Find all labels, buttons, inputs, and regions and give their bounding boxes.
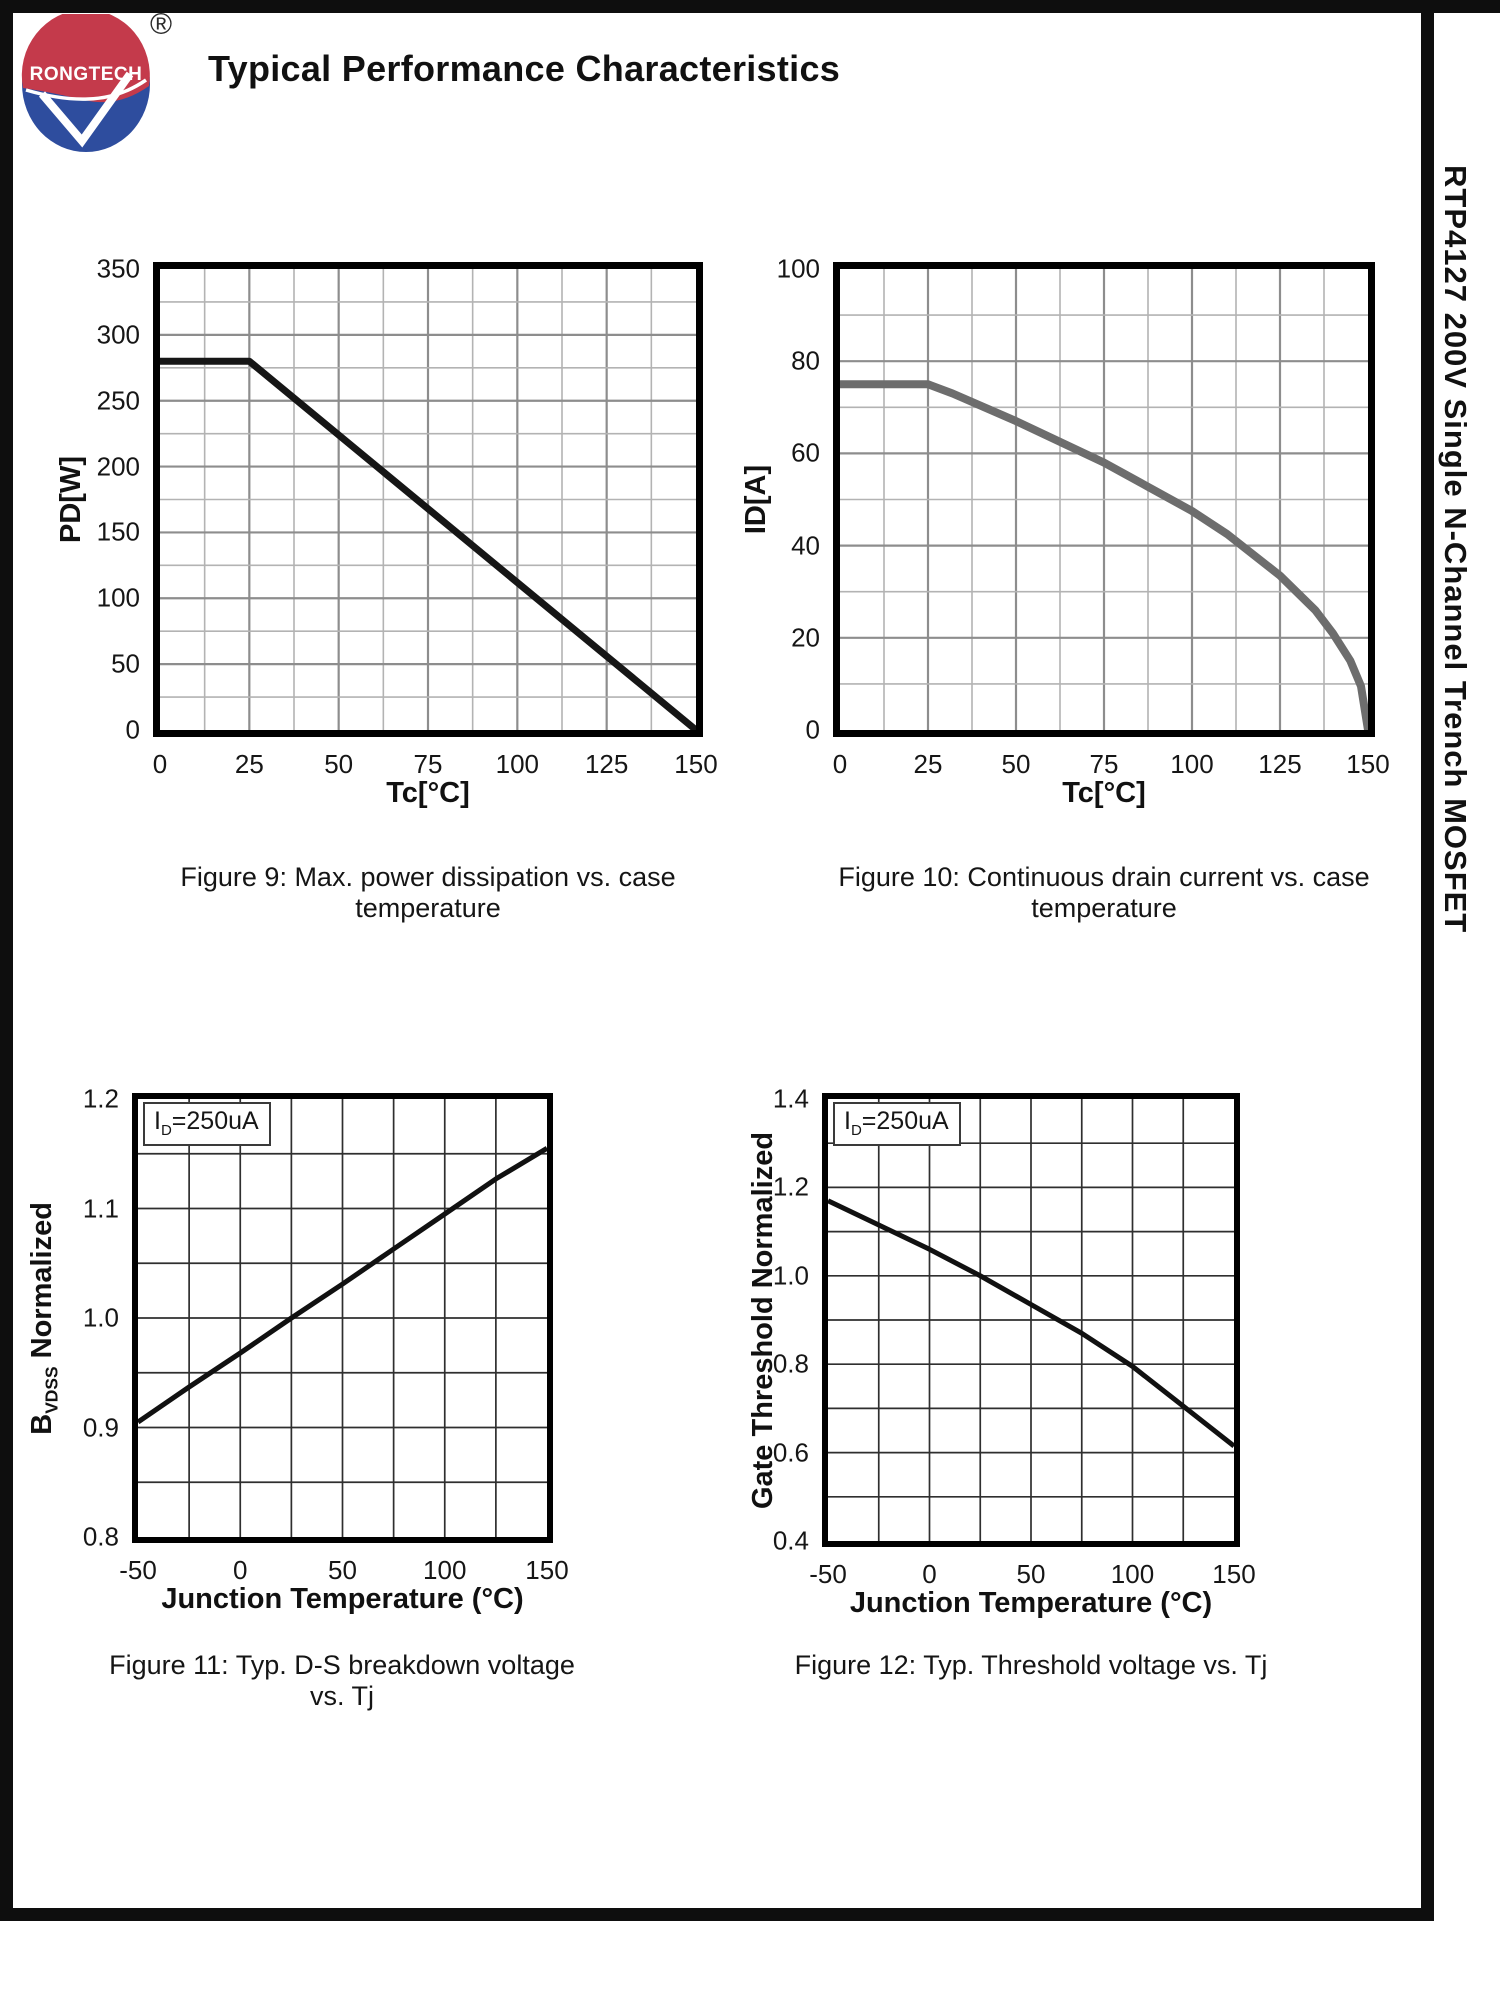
chart-threshold-voltage bbox=[747, 1083, 1256, 1619]
y-tick-label: 250 bbox=[96, 385, 140, 416]
y-axis-label: Gate Threshold Normalized bbox=[747, 1131, 780, 1509]
plot-area bbox=[822, 1093, 1240, 1547]
chart-canvas bbox=[828, 1099, 1234, 1541]
figure-caption: Figure 12: Typ. Threshold voltage vs. Tj bbox=[794, 1650, 1268, 1680]
y-tick-label: 0 bbox=[125, 714, 140, 745]
x-tick-label: 100 bbox=[423, 1555, 467, 1585]
y-tick-label: 1.2 bbox=[772, 1171, 809, 1202]
test-condition-label: $I_D=250uA$ bbox=[143, 1102, 271, 1146]
x-tick-label: 0 bbox=[152, 749, 168, 779]
y-tick-label: 1.2 bbox=[82, 1083, 119, 1114]
y-axis-label: PD[W] bbox=[54, 456, 87, 543]
y-tick-label: 0.9 bbox=[82, 1412, 119, 1442]
x-tick-label: 75 bbox=[1089, 749, 1119, 779]
x-tick-label: 100 bbox=[1170, 749, 1214, 779]
x-tick-label: 25 bbox=[234, 749, 264, 779]
y-tick-label: 350 bbox=[96, 253, 140, 284]
x-tick-label: 100 bbox=[495, 749, 540, 779]
y-tick-label: 0 bbox=[805, 714, 820, 745]
frame-left-border bbox=[0, 0, 13, 1921]
x-tick-label: 50 bbox=[1001, 749, 1031, 779]
x-axis-label: Junction Temperature (°C) bbox=[161, 1583, 524, 1615]
y-tick-label: 300 bbox=[96, 319, 140, 350]
chart-canvas bbox=[840, 269, 1368, 730]
chart-canvas bbox=[138, 1099, 547, 1537]
x-tick-label: 125 bbox=[584, 749, 629, 779]
figure-caption: Figure 11: Typ. D-S breakdown voltage vs. Tj bbox=[109, 1650, 575, 1711]
frame-top-border bbox=[0, 0, 1500, 13]
x-tick-label: -50 bbox=[119, 1555, 157, 1585]
y-tick-label: 20 bbox=[791, 622, 820, 653]
y-tick-label: 0.8 bbox=[82, 1521, 119, 1552]
x-tick-label: 50 bbox=[324, 749, 354, 779]
x-axis-label: Junction Temperature (°C) bbox=[849, 1587, 1213, 1619]
y-tick-label: 1.0 bbox=[772, 1260, 809, 1291]
x-tick-label: 125 bbox=[1258, 749, 1302, 779]
page-title: Typical Performance Characteristics bbox=[208, 48, 841, 89]
y-tick-label: 0.6 bbox=[772, 1437, 809, 1468]
x-tick-label: 50 bbox=[328, 1555, 357, 1585]
x-tick-label: 150 bbox=[674, 749, 718, 779]
y-tick-label: 100 bbox=[96, 582, 140, 613]
logo-brand-text: RONGTECH bbox=[29, 64, 143, 85]
plot-area bbox=[153, 262, 703, 737]
y-axis-label: $B_{VDSS}$ Normalized bbox=[25, 1201, 62, 1435]
y-tick-label: 150 bbox=[96, 516, 140, 547]
frame-right-rule bbox=[1421, 0, 1434, 1921]
x-tick-label: 0 bbox=[233, 1555, 248, 1585]
frame-bottom-border bbox=[0, 1908, 1434, 1921]
figure-caption: Figure 9: Max. power dissipation vs. case temperature bbox=[180, 862, 676, 923]
x-tick-label: 100 bbox=[1110, 1559, 1155, 1589]
y-tick-label: 0.4 bbox=[772, 1525, 809, 1556]
x-tick-label: 25 bbox=[913, 749, 943, 779]
y-tick-label: 80 bbox=[791, 345, 820, 376]
x-tick-label: 150 bbox=[525, 1555, 569, 1585]
x-tick-label: 75 bbox=[413, 749, 443, 779]
plot-area bbox=[833, 262, 1375, 737]
x-axis-label: Tc[°C] bbox=[1062, 777, 1146, 809]
chart-drain-current bbox=[740, 253, 1390, 809]
rongtech-logo bbox=[20, 14, 152, 154]
y-axis-label: ID[A] bbox=[740, 464, 773, 535]
chart-power-dissipation bbox=[54, 253, 718, 809]
chart-canvas bbox=[160, 269, 696, 730]
x-tick-label: -50 bbox=[809, 1559, 847, 1589]
y-tick-label: 100 bbox=[776, 253, 820, 284]
y-tick-label: 60 bbox=[791, 437, 820, 468]
registered-trademark-icon: ® bbox=[150, 8, 173, 41]
plot-area bbox=[132, 1093, 553, 1543]
x-tick-label: 0 bbox=[832, 749, 848, 779]
y-tick-label: 0.8 bbox=[772, 1348, 809, 1379]
test-condition-label: $I_D=250uA$ bbox=[833, 1102, 961, 1146]
x-tick-label: 0 bbox=[922, 1559, 937, 1589]
x-axis-label: Tc[°C] bbox=[386, 777, 470, 809]
y-tick-label: 1.0 bbox=[82, 1302, 119, 1333]
x-tick-label: 50 bbox=[1016, 1559, 1046, 1589]
side-product-title: RTP4127 200V Single N-Channel Trench MOSFET bbox=[1438, 165, 1473, 934]
chart-breakdown-voltage bbox=[25, 1083, 569, 1615]
figure-caption: Figure 10: Continuous drain current vs. case temperature bbox=[838, 862, 1370, 923]
x-tick-label: 150 bbox=[1212, 1559, 1256, 1589]
y-tick-label: 1.4 bbox=[772, 1083, 809, 1114]
y-tick-label: 200 bbox=[96, 451, 140, 482]
x-tick-label: 150 bbox=[1346, 749, 1390, 779]
y-tick-label: 50 bbox=[111, 648, 140, 679]
y-tick-label: 1.1 bbox=[82, 1193, 119, 1223]
y-tick-label: 40 bbox=[791, 530, 820, 561]
